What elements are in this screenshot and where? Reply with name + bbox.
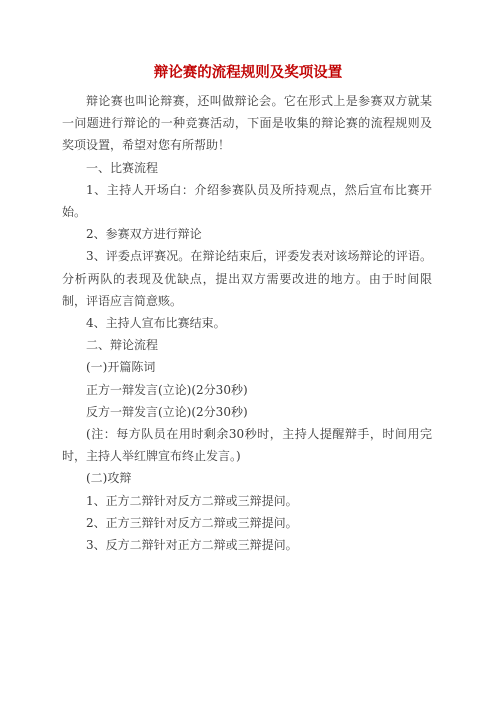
list-item: 正方一辩发言(立论)(2分30秒) — [86, 382, 248, 397]
intro-paragraph: 辩论赛也叫论辩赛，还叫做辩论会。它在形式上是参赛双方就某一问题进行辩论的一种竞赛活动，下面是收集的辩论赛的流程规则及奖项设置，希望对您有所帮助！ — [62, 94, 432, 153]
list-item: 1、主持人开场白：介绍参赛队员及所持观点，然后宣布比赛开始。 — [62, 182, 432, 220]
subsection-heading-cross-exam: (二)攻辩 — [86, 471, 132, 486]
list-item: 3、反方二辩针对正方二辩或三辩提问。 — [86, 538, 298, 553]
list-item: 2、正方三辩针对反方二辩或三辩提问。 — [86, 515, 298, 530]
document-body — [62, 90, 432, 556]
note-paragraph: (注：每方队员在用时剩余30秒时，主持人提醒辩手，时间用完时，主持人举红牌宣布终止发言。) — [62, 427, 432, 464]
list-item: 3、评委点评赛况。在辩论结束后，评委发表对该场辩论的评语。分析两队的表现及优缺点，提出双方需要改进的地方。由于时间限制，评语应言简意赅。 — [62, 249, 432, 308]
document-title: 辩论赛的流程规则及奖项设置 — [153, 65, 343, 81]
section-heading-debate-flow: 二、辩论流程 — [86, 338, 159, 353]
list-item: 反方一辩发言(立论)(2分30秒) — [86, 404, 248, 419]
subsection-heading-opening: (一)开篇陈词 — [86, 360, 156, 375]
list-item: 1、正方二辩针对反方二辩或三辩提问。 — [86, 493, 298, 508]
list-item: 4、主持人宣布比赛结束。 — [86, 316, 226, 331]
section-heading-competition-flow: 一、比赛流程 — [86, 160, 159, 175]
list-item: 2、参赛双方进行辩论 — [86, 227, 202, 242]
